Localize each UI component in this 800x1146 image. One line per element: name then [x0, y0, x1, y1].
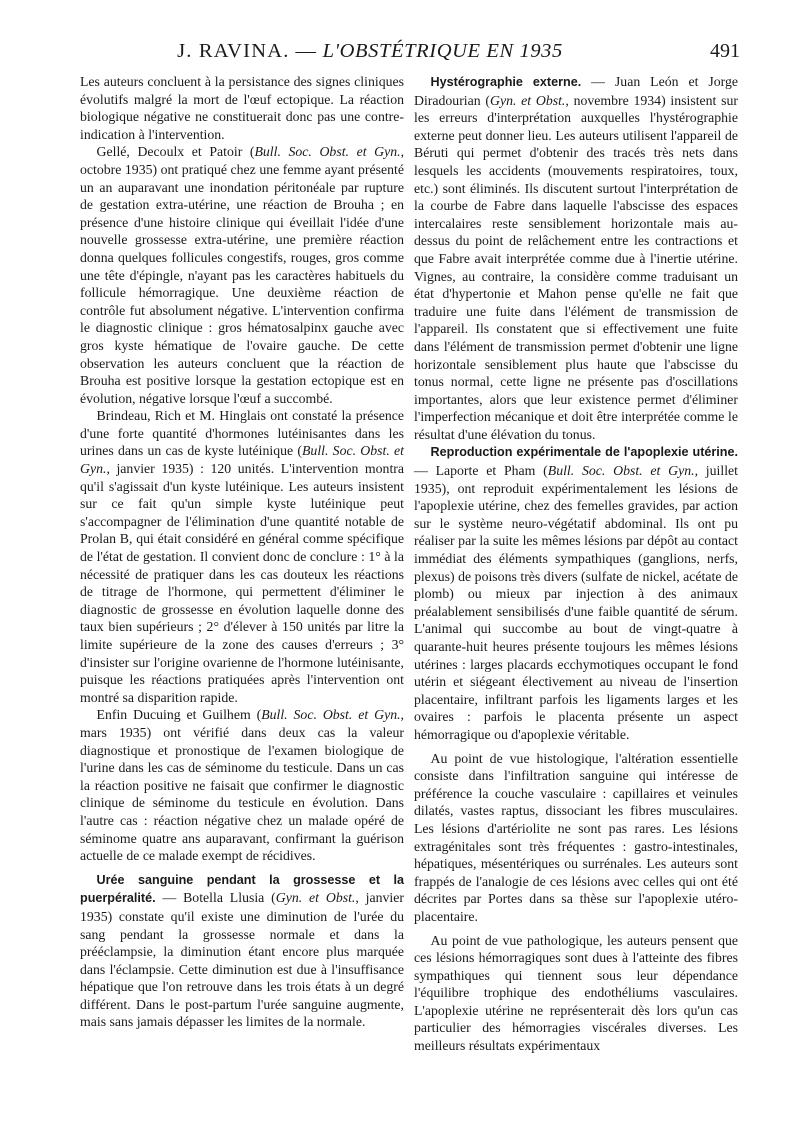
running-head-author: J. RAVINA. — [177, 40, 290, 62]
paragraph-text: , juillet 1935), ont reproduit expérimentalement les lésions de l'apoplexie utérine, chez des femelles gravides, par action sur le système neuro-végétatif abdominal. Ils ont pu réaliser par la suite les mêmes lésions par dépôt au contact immédiat des éléments sympathiques (ganglions, nerfs, plexus) de poisons très divers (sulfate de nickel, acétate de plomb) ou mieux par injection à des animaux préalablement sensibilisés d'une faible quantité de sérum. L'animal qui succombe au bout de vingt-quatre à quarante-huit heures présente toujours les mêmes lésions utérines : larges placards ecchymotiques occupant le fond utérin et siégeant électivement au niveau de l'insertion placentaire, infiltrant parfois les ligaments larges et les ovaires : parfois le placenta présente un aspect hémorragique ou d'apoplexie véritable. — [414, 463, 738, 742]
running-head-title: L'OBSTÉTRIQUE EN 1935 — [322, 40, 563, 62]
paragraph-text: , janvier 1935) : 120 unités. L'intervention montra qu'il s'agissait d'un kyste lutéinique. Les auteurs insistent sur ce fait qu'un simple kyste lutéinique peut s'accompagner de l'élimination d'une quantité notable de Prolan B, qui était considéré en général comme spécifique de l'état de gestation. Il convient donc de conclure : 1° à la nécessité de pratiquer dans les cas douteux les réactions de titrage de l'hormone, qui permettent d'éliminer le diagnostic de grossesse en évolution laquelle donne des taux bien supérieurs ; 2° d'élever à 150 unités par litre la limite supérieure de la zone des causes d'erreurs ; 3° d'insister sur l'origine ovarienne de l'hormone lutéinisante, puisque les réactions pratiquées après l'intervention ont montré sa disparition rapide. — [80, 461, 404, 705]
paragraph: Les auteurs concluent à la persistance des signes cliniques évolutifs malgré la mort de l'œuf ectopique. La réaction biologique négative ne constituerait donc pas une contre-indication à l'intervention. — [80, 74, 404, 142]
paragraph — [414, 73, 738, 443]
paragraph-text: , novembre 1934) insistent sur les erreurs d'interprétation auxquelles l'hystérographie externe peut donner lieu. Les auteurs utilisent l'appareil de Béruti qui permet d'obtenir des tracés très nets dans lesquels les accidents (mouvements respiratoires, toux, etc.) sont éliminés. Ils discutent surtout l'interprétation de la courbe de Fabre dans laquelle l'abscisse des espaces intercalaires reste sensiblement horizontale mais au-dessus du point de relâchement entre les contractions et que Fabre avait interprétée comme due à l'inertie utérine. Vignes, au contraire, la considère comme traduisant un état d'hypertonie et Mahon pense qu'elle ne fait que traduire une fuite dans l'élément de transmission de l'appareil. Ils constatent que si effectivement une fuite dans l'élément de transmission permet d'obtenir une ligne horizontale sensiblement plus haute que l'abscisse du tonus normal, cette ligne ne présente pas d'oscillations importantes, alors que leur existence permet d'éliminer l'imperfection mécanique et doit être interprétée comme le résultat d'une élévation du tonus. — [414, 92, 738, 442]
journal-citation: Gyn. et Obst. — [275, 890, 356, 906]
paragraph: Au point de vue histologique, l'altération essentielle consiste dans l'infiltration sanguine qui intéresse de préférence la couche vasculaire : capillaires et veinules dilatés, vastes raptus, dissociant les fibres musculaires. Les lésions d'artériolite ne sont pas rares. Les lésions extragénitales sont très fréquentes : gastro-intestinales, hépatiques, mésentériques ou surrénales. Les auteurs sont frappés de l'analogie de ces lésions avec celles qui ont été décrites par Portes dans sa thèse sur l'apoplexie utéro-placentaire. — [414, 750, 738, 924]
paragraph-lead: Enfin Ducuing et Guilhem ( — [96, 707, 262, 723]
running-head-dash: — — [295, 40, 317, 62]
paragraph — [80, 871, 404, 1031]
paragraph — [414, 443, 738, 743]
paragraph-text: , janvier 1935) constate qu'il existe une diminution de l'urée du sang pendant la grossesse normale et dans la prééclampsie, la diminution étant encore plus marquée dans l'éclampsie. Cette diminution est due à l'insuffisance hépatique que l'on retrouve dans les trois états à un degré différent. Dans le post-partum l'urée sanguine augmente, mais sans jamais dépasser les limites de la normale. — [80, 890, 404, 1030]
right-column — [414, 73, 738, 1055]
journal-citation: Bull. Soc. Obst. et Gyn. — [547, 463, 695, 479]
page-header — [80, 40, 740, 70]
left-column — [80, 73, 404, 1031]
paragraph-lead: — Laporte et Pham ( — [414, 463, 548, 479]
paragraph-lead: — Juan León et Jorge Diradourian ( — [414, 74, 738, 108]
paragraph: Au point de vue pathologique, les auteurs pensent que ces lésions hémorragiques sont dues à l'atteinte des fibres sympathiques qui tiennent sous leur dépendance l'équilibre trophique des endothéliums vasculaires. L'apoplexie utérine ne représenterait dès lors qu'un cas particulier des hémorragies viscérales diverses. Les meilleurs résultats expérimentaux — [414, 932, 738, 1054]
paragraph-lead: — Botella Llusia ( — [155, 890, 276, 906]
running-head — [80, 40, 660, 63]
journal-citation: Bull. Soc. Obst. et Gyn. — [80, 443, 404, 477]
paragraph — [80, 407, 404, 706]
section-rubric: Hystérographie externe. — [430, 75, 582, 89]
paragraph-text: , mars 1935) ont vérifié dans deux cas la valeur diagnostique et pronostique de l'examen biologique de l'urine dans les cas de séminome du testicule. Dans un cas la réaction positive ne faisait que confirmer le diagnostic clinique de séminome du testicule en évolution. Dans l'autre cas : réaction négative chez un malade opéré de séminome quatre ans auparavant, confirmant la guérison actuelle de ce malade exempt de récidives. — [80, 707, 404, 864]
page-number: 491 — [710, 40, 740, 62]
section-rubric: Urée sanguine pendant la grossesse et la puerpéralité. — [80, 872, 404, 906]
paragraph — [80, 706, 404, 864]
paragraph-text: , octobre 1935) ont pratiqué chez une femme ayant présenté un an auparavant une inondation péritonéale par rupture de gestation extra-utérine, une réaction de Brouha ; en présence d'une histoire clinique qui éveillait l'idée d'une nouvelle grossesse extra-utérine, une première réaction donna quelques follicules congestifs, rouges, gros comme une tête d'épingle, n'ayant pas les caractères habituels du follicule hémorragique. Une deuxième réaction de contrôle fut absolument négative. L'intervention confirma le diagnostic clinique : gros hématosalpinx gauche avec gros kyste hématique de l'ovaire gauche. De cette observation les auteurs concluent que la réaction de Brouha est positive lorsque la gestation ectopique est en évolution, négative lorsque l'œuf a succombé. — [80, 144, 405, 406]
journal-citation: Bull. Soc. Obst. et Gyn. — [254, 144, 401, 160]
journal-citation: Bull. Soc. Obst. et Gyn. — [261, 707, 401, 723]
paragraph-lead: Brindeau, Rich et M. Hinglais ont constaté la présence d'une forte quantité d'hormones lutéinisantes dans les urines dans un cas de kyste lutéinique ( — [80, 408, 404, 459]
paragraph-lead: Gellé, Decoulx et Patoir ( — [96, 144, 255, 160]
journal-citation: Gyn. et Obst. — [490, 92, 566, 108]
paragraph — [80, 143, 404, 407]
section-rubric: Reproduction expérimentale de l'apoplexie utérine. — [430, 445, 738, 460]
